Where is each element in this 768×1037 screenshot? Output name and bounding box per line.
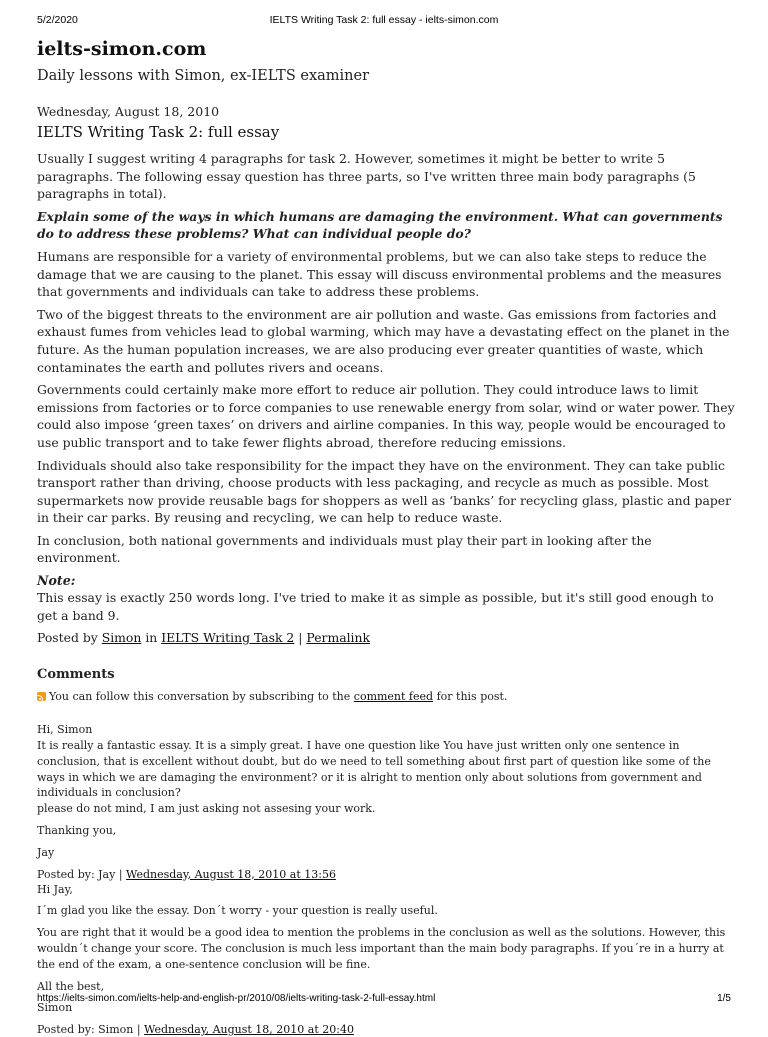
comment-signature: Simon (37, 1001, 73, 1015)
print-url: https://ielts-simon.com/ielts-help-and-english-pr/2010/08/ielts-writing-task-2-full-essay.html (37, 993, 436, 1004)
comment-closing: All the best, (37, 979, 105, 993)
comment-feed-line (37, 689, 737, 704)
essay-question: Explain some of the ways in which humans are damaging the environment. What can governments do to address these problems? What can individual people do? (37, 208, 723, 242)
comment-meta (37, 1022, 737, 1037)
comment-timestamp-link[interactable]: Wednesday, August 18, 2010 at 20:40 (144, 1023, 354, 1037)
permalink-link[interactable]: Permalink (306, 630, 371, 646)
comment-signature: Jay (37, 845, 55, 859)
category-link[interactable]: IELTS Writing Task 2 (161, 630, 295, 646)
print-header (37, 14, 731, 30)
comment-paragraph: You are right that it would be a good idea to mention the problems in the conclusion as well as the solutions. However, this wouldn´t change your score. The conclusion is much less important than the main body paragraphs. If you´re in a hurry at the end of the exam, a one-sentence conclusion will be fine. (37, 926, 726, 971)
comment-line: please do not mind, I am just asking not assesing your work. (37, 802, 376, 816)
posted-by-label: Posted by (37, 630, 98, 646)
print-footer (37, 993, 731, 1009)
comments-title: Comments (37, 667, 115, 683)
essay-paragraph: Two of the biggest threats to the environment are air pollution and waste. Gas emissions from factories and exhaust fumes from vehicles lead to global warming, which may have a devastating effect on the planet in the future. As the human population increases, we are also producing ever greater quantities of waste, which contaminates the earth and pollutes rivers and oceans. (37, 306, 730, 375)
site-title[interactable]: ielts-simon.com (37, 38, 207, 60)
comment (37, 882, 737, 1037)
comment-line: It is really a fantastic essay. It is a simply great. I have one question like You have just written only one sentence in conclusion, that is excellent without doubt, but do we need to tell something about first part of question like some of the ways in which we are damaging the environment? or it is alright to mention only about solutions from government and individuals in conclusion? (37, 739, 711, 800)
note-text: This essay is exactly 250 words long. I've tried to make it as simple as possible, but it's still good enough to get a band 9. (37, 590, 714, 623)
post-date: Wednesday, August 18, 2010 (37, 104, 220, 119)
comment-closing: Thanking you, (37, 824, 117, 838)
site-tagline: Daily lessons with Simon, ex-IELTS examiner (37, 68, 370, 84)
comment-feed-link[interactable]: comment feed (353, 690, 434, 704)
comment (37, 722, 737, 881)
print-date: 5/2/2020 (37, 14, 78, 26)
rss-icon (37, 692, 46, 701)
comment-line: Hi, Simon (37, 723, 93, 737)
post-title: IELTS Writing Task 2: full essay (37, 123, 280, 141)
comment-meta (37, 867, 737, 882)
comment-author: Posted by: Simon | (37, 1023, 141, 1037)
comment-paragraph: I´m glad you like the essay. Don´t worry - your question is really useful. (37, 904, 438, 918)
note-label: Note: (37, 573, 76, 589)
comment-greeting: Hi Jay, (37, 882, 73, 896)
post-footer (37, 629, 737, 646)
separator: | (298, 630, 303, 646)
feed-suffix: for this post. (436, 690, 508, 704)
essay-paragraph: Governments could certainly make more effort to reduce air pollution. They could introduce laws to limit emissions from factories or to force companies to use renewable energy from solar, wind or water power. They could also impose ‘green taxes’ on drivers and airline companies. In this way, people would be encouraged to use public transport and to take fewer flights abroad, therefore reducing emissions. (37, 382, 735, 450)
print-page-number: 1/5 (717, 993, 731, 1004)
essay-paragraph: Humans are responsible for a variety of environmental problems, but we can also take steps to reduce the damage that we are causing to the planet. This essay will discuss environmental problems and the measures that governments and individuals can take to address these problems. (37, 248, 722, 300)
post-body (37, 150, 737, 646)
author-link[interactable]: Simon (101, 630, 142, 646)
essay-paragraph: Individuals should also take responsibility for the impact they have on the environment. They can take public transport rather than driving, choose products with less packaging, and recycle as much as possible. Most supermarkets now provide reusable bags for shoppers as well as ‘banks’ for recycling glass, plastic and paper in their car parks. By reusing and recycling, we can help to reduce waste. (37, 457, 732, 526)
page-content (37, 36, 737, 1037)
in-label: in (145, 630, 158, 646)
essay-paragraph: In conclusion, both national governments and individuals must play their part in looking after the environment. (37, 532, 652, 566)
feed-prefix: You can follow this conversation by subscribing to the (49, 690, 351, 704)
comment-timestamp-link[interactable]: Wednesday, August 18, 2010 at 13:56 (126, 867, 336, 881)
comment-author: Posted by: Jay | (37, 867, 123, 881)
print-page-title: IELTS Writing Task 2: full essay - ielts-simon.com (269, 14, 499, 26)
post-intro: Usually I suggest writing 4 paragraphs for task 2. However, sometimes it might be better to write 5 paragraphs. The following essay question has three parts, so I've written three main body paragraphs (5 paragraphs in total). (37, 151, 696, 202)
